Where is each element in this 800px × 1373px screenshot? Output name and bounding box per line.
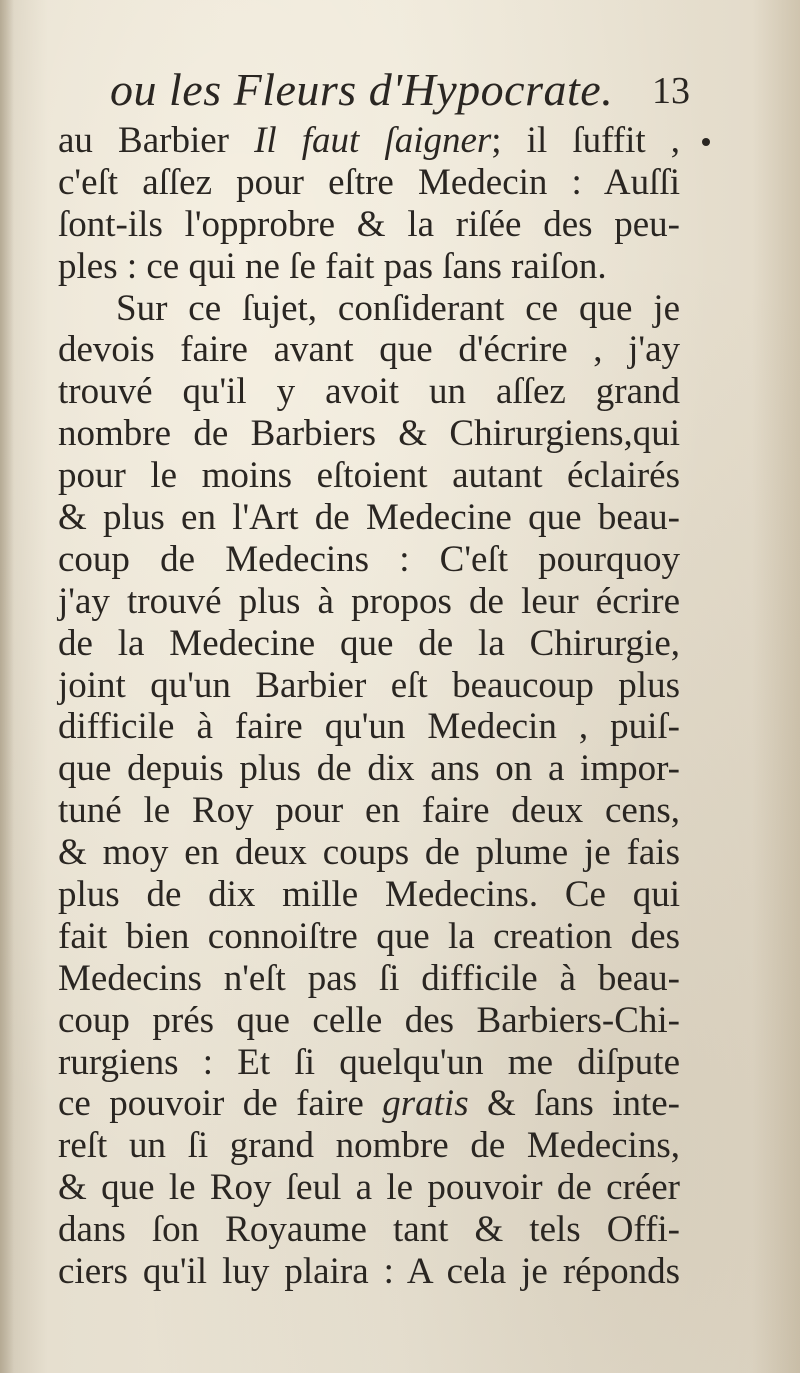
text-line: de la Medecine que de la Chirurgie, [58, 622, 680, 664]
text-line: difficile à faire qu'un Medecin , puiſ- [58, 706, 680, 748]
page-number: 13 [652, 70, 690, 112]
text-line: rurgiens : Et ſi quelqu'un me diſpute [58, 1041, 680, 1083]
page-gutter-shadow [0, 0, 14, 1373]
text-line: & moy en deux coups de plume je fais [58, 832, 680, 874]
text-line: plus de dix mille Medecins. Ce qui [58, 874, 680, 916]
text-line: fait bien connoiſtre que la creation des [58, 915, 680, 957]
text-line: pour le moins eſtoient autant éclairés [58, 455, 680, 497]
text-line: que depuis plus de dix ans on a impor- [58, 748, 680, 790]
text-line: devois faire avant que d'écrire , j'ay [58, 329, 680, 371]
text-line: Medecins n'eſt pas ſi difficile à beau- [58, 957, 680, 999]
text-line: trouvé qu'il y avoit un aſſez grand [58, 371, 680, 413]
text-line: Sur ce ſujet, conſiderant ce que je [116, 287, 680, 329]
text-line: joint qu'un Barbier eſt beaucoup plus [58, 664, 680, 706]
body-text [58, 120, 680, 1293]
text-line: au Barbier Il faut ſaigner; il ſuffit , [58, 120, 680, 161]
text-line: nombre de Barbiers & Chirurgiens,qui [58, 413, 680, 455]
text-line: ples : ce qui ne ſe fait pas ſans raiſon. [58, 245, 607, 287]
text-line: & plus en l'Art de Medecine que beau- [58, 497, 680, 539]
ink-speck [702, 138, 710, 146]
text-line: dans ſon Royaume tant & tels Offi- [58, 1209, 680, 1251]
text-line: tuné le Roy pour en faire deux cens, [58, 790, 680, 832]
text-line: ciers qu'il luy plaira : A cela je réponds [58, 1251, 680, 1293]
text-line: ce pouvoir de faire gratis & ſans inte- [58, 1083, 680, 1125]
text-line: j'ay trouvé plus à propos de leur écrire [58, 580, 680, 622]
text-line: reſt un ſi grand nombre de Medecins, [58, 1125, 680, 1167]
text-line: & que le Roy ſeul a le pouvoir de créer [58, 1167, 680, 1209]
text-line: ſont-ils l'opprobre & la riſée des peu- [58, 203, 680, 245]
text-line: coup de Medecins : C'eſt pourquoy [58, 538, 680, 580]
running-head: ou les Fleurs d'Hypocrate. [110, 64, 614, 115]
text-line: c'eſt aſſez pour eſtre Medecin : Auſſi [58, 161, 680, 203]
text-line: coup prés que celle des Barbiers-Chi- [58, 999, 680, 1041]
